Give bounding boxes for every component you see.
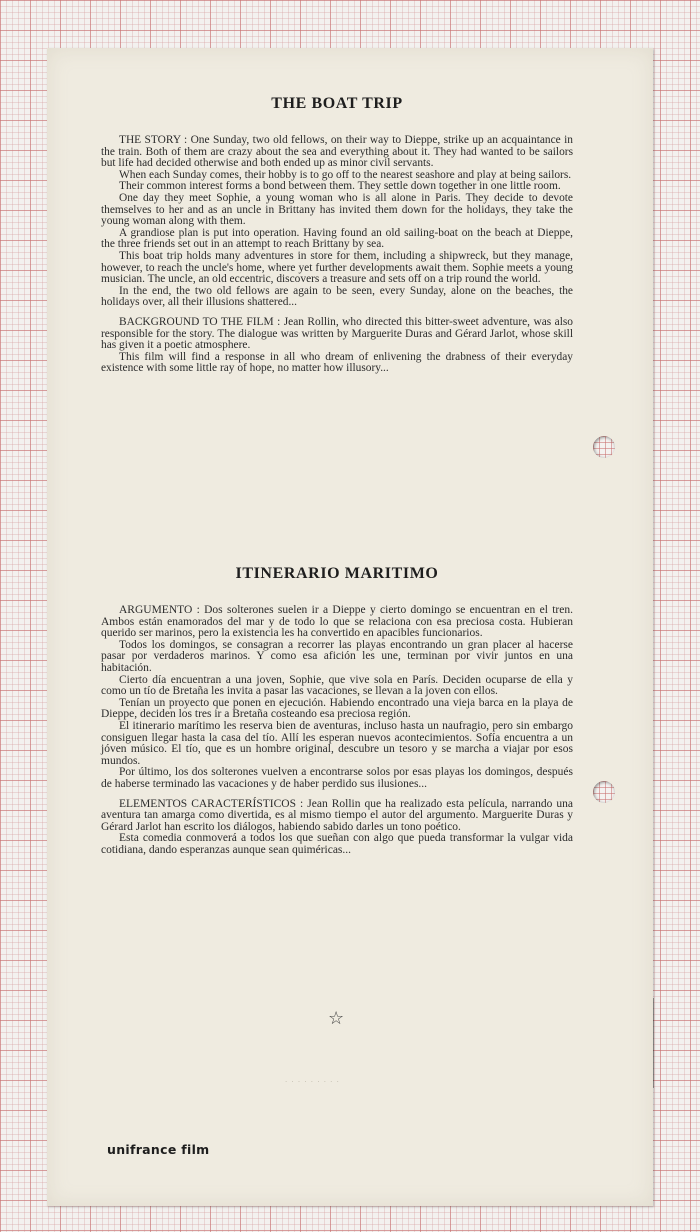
star-ornament-icon: ☆ xyxy=(328,1008,345,1029)
english-title: THE BOAT TRIP xyxy=(271,95,403,112)
story-paragraph: THE STORY : One Sunday, two old fellows, on their way to Dieppe, strike up an acquaintance in the train. Both of them are crazy about the sea and everything about it. They had wanted to be sailors but life had decided otherwise and both ended up as minor civil servants. xyxy=(101,134,573,170)
elementos-paragraph: Esta comedia conmoverá a todos los que sueñan con algo que pueda transformar la vulgar vida cotidiana, dando esperanzas aunque sean quiméricas... xyxy=(101,832,573,856)
english-section xyxy=(101,95,573,375)
edge-crease xyxy=(653,998,654,1088)
argumento-paragraph: Cierto día encuentran a una joven, Sophie, que vive sola en París. Deciden ocuparse de ella y como un tío de Bretaña les invita a pasar las vacaciones, se llevan a la joven con ellos. xyxy=(101,673,573,698)
argumento-paragraph: Todos los domingos, se consagran a recorrer las playas encontrando un gran placer al hacerse pasar por verdaderos marinos. Y como esa afición les une, terminan por vivir juntos en una habitación. xyxy=(101,638,573,674)
story-paragraph: Their common interest forms a bond between them. They settle down together in one little room. xyxy=(119,180,561,193)
story-paragraph: A grandiose plan is put into operation. Having found an old sailing-boat on the beach at Dieppe, the three friends set out in an attempt to reach Brittany by sea. xyxy=(101,226,573,251)
story-paragraph: This boat trip holds many adventures in store for them, including a shipwreck, but they manage, however, to reach the uncle's home, where yet further developments await them. Sophie meets a young musician. The uncle, an old eccentric, discovers a treasure and sets off on a trip round the world. xyxy=(101,249,573,286)
faint-print-mark: · · · · · · · · · xyxy=(285,1078,340,1086)
story-paragraph: When each Sunday comes, their hobby is to go off to the nearest seashore and play at being sailors. xyxy=(119,168,572,181)
argumento-paragraph: Por último, los dos solterones vuelven a encontrarse solos por esas playas los domingos, después de haberse terminado las vacaciones y de haber perdido sus ilusiones... xyxy=(101,766,573,790)
background-paragraph: This film will find a response in all who dream of enlivening the drabness of their everyday existence with some little ray of hope, no matter how illusory... xyxy=(101,350,573,375)
spanish-title: ITINERARIO MARITIMO xyxy=(235,565,439,582)
punch-hole xyxy=(593,781,615,803)
spanish-section xyxy=(101,565,573,856)
argumento-paragraph: Tenían un proyecto que ponen en ejecución. Habiendo encontrado una vieja barca en la playa de Dieppe, deciden los tres ir a Bretaña costeando esa preciosa región. xyxy=(101,696,573,721)
story-paragraph: In the end, the two old fellows are again to be seen, every Sunday, alone on the beaches, the holidays over, all their illusions shattered... xyxy=(101,284,573,309)
leaflet-sheet xyxy=(47,48,653,1206)
argumento-paragraph: El itinerario marítimo les reserva bien de aventuras, incluso hasta un naufragio, pero sin embargo consiguen llegar hasta la casa del tío. Allí les esperan nuevos acontecimientos. Sofía encuentra a un jóven músico. El tío, que es un hombre original, descubre un tesoro y se marcha a viajar por esos mundos. xyxy=(101,719,573,767)
story-paragraph: One day they meet Sophie, a young woman who is all alone in Paris. They decide to devote themselves to her and as an uncle in Brittany has invited them down for the holidays, they take the young woman along with them. xyxy=(101,191,573,228)
argumento-paragraph: ARGUMENTO : Dos solterones suelen ir a Dieppe y cierto domingo se encuentran en el tren. Ambos están enamorados del mar y de todo lo que se relaciona con esa preciosa costa. Hubieran querido ser marinos, pero la existencia les ha convertido en apacibles funcionarios. xyxy=(101,604,573,640)
elementos-paragraph: ELEMENTOS CARACTERÍSTICOS : Jean Rollin que ha realizado esta película, narrando una aventura tan amarga como divertida, es al mismo tiempo el autor del argumento. Marguerite Duras y Gérard Jarlot han escrito los diálogos, habiendo sabido darles un tono poético. xyxy=(101,797,573,833)
punch-hole xyxy=(593,436,615,458)
background-paragraph: BACKGROUND TO THE FILM : Jean Rollin, who directed this bitter-sweet adventure, was also responsible for the story. The dialogue was written by Marguerite Duras and Gérard Jarlot, whose skill has given it a poetic atmosphere. xyxy=(101,315,573,352)
unifrance-logo: unifrance film xyxy=(107,1142,210,1157)
